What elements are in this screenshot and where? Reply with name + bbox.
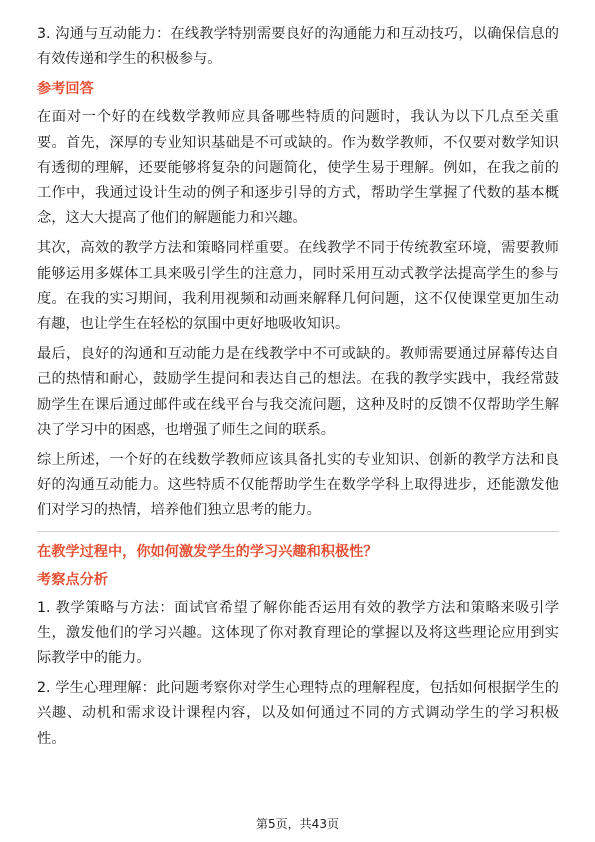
section-divider [37,531,559,532]
answer-paragraph-4: 综上所述，一个好的在线数学教师应该具备扎实的专业知识、创新的教学方法和良好的沟通互动能力。这些特质不仅能帮助学生在数学学科上取得进步，还能激发他们对学习的热情，培养他们独立思考的能力。 [37,452,559,519]
answer-heading: 参考回答 [37,81,94,98]
point-communication: 3. 沟通与互动能力：在线教学特别需要良好的沟通能力和互动技巧，以确保信息的有效传递和学生的积极参与。 [37,26,559,68]
analysis-point-1: 1. 教学策略与方法：面试官希望了解你能否运用有效的教学方法和策略来吸引学生，激发他们的学习兴趣。这体现了你对教育理论的掌握以及将这些理论应用到实际教学中的能力。 [37,599,559,667]
answer-paragraph-2: 其次，高效的教学方法和策略同样重要。在线教学不同于传统教室环境，需要教师能够运用多媒体工具来吸引学生的注意力，同时采用互动式教学法提高学生的参与度。在我的实习期间，我利用视频和动画来解释几何问题，这不仅使课堂更加生动有趣，也让学生在轻松的氛围中更好地吸收知识。 [37,240,559,333]
answer-paragraph-3: 最后，良好的沟通和互动能力是在线教学中不可或缺的。教师需要通过屏幕传达自己的热情和耐心，鼓励学生提问和表达自己的想法。在我的教学实践中，我经常鼓励学生在课后通过邮件或在线平台与我交流问题，这种及时的反馈不仅帮助学生解决了学习中的困惑，也增强了师生之间的联系。 [37,346,559,438]
page-content [37,22,559,757]
analysis-heading: 考察点分析 [37,571,108,588]
answer-paragraph-1: 在面对一个好的在线数学教师应具备哪些特质的问题时，我认为以下几点至关重要。首先，深厚的专业知识基础是不可或缺的。作为数学教师，不仅要对数学知识有透彻的理解，还要能够将复杂的问题简化，使学生易于理解。例如，在我之前的工作中，我通过设计生动的例子和逐步引导的方式，帮助学生掌握了代数的基本概念，这大大提高了他们的解题能力和兴趣。 [37,109,559,227]
page-footer: 第5页，共43页 [256,817,339,831]
analysis-point-2: 2. 学生心理理解：此问题考察你对学生心理特点的理解程度，包括如何根据学生的兴趣、动机和需求设计课程内容，以及如何通过不同的方式调动学生的学习积极性。 [37,680,559,747]
question-heading: 在教学过程中，你如何激发学生的学习兴趣和积极性？ [37,543,378,560]
